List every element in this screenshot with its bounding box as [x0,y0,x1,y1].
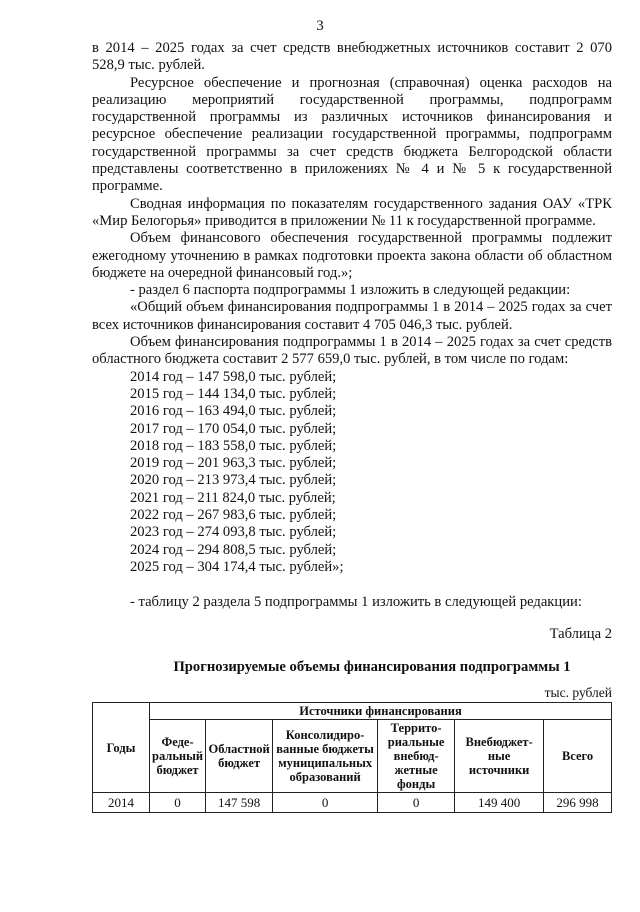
table-row [93,793,612,813]
page-number: 3 [316,18,324,34]
table-instruction: - таблицу 2 раздела 5 подпрограммы 1 изложить в следующей редакции: [130,594,582,611]
list-item: 2019 год – 201 963,3 тыс. рублей; [130,455,337,472]
list-item: 2014 год – 147 598,0 тыс. рублей; [130,368,337,385]
unit-label: тыс. рублей [544,685,612,701]
year-list [92,369,612,577]
list-item: 2025 год – 304 174,4 тыс. рублей»; [130,558,344,575]
header-municipal: Консолидиро-ванные бюджеты муниципальных образований [273,720,378,793]
table-caption: Таблица 2 [549,625,612,642]
table-cell: 149 400 [455,793,544,813]
header-years: Годы [93,703,150,793]
paragraph-2: Ресурсное обеспечение и прогнозная (справочная) оценка расходов на реализацию мероприятий государственной программы, подпрограмм государственной программы из различных источников финансирования и ресурсное обеспечение реализации государственной программы, подпрограмм государственной программы за счет средств бюджета Белгородской области представлены соответственно в приложениях № 4 и № 5 к государственной программе. [92,74,612,195]
list-item: 2022 год – 267 983,6 тыс. рублей; [130,507,337,524]
list-item: 2015 год – 144 134,0 тыс. рублей; [130,385,337,402]
table-title: Прогнозируемые объемы финансирования подпрограммы 1 [173,658,571,675]
document-body [92,40,612,813]
paragraph-6: «Общий объем финансирования подпрограммы 1 в 2014 – 2025 годах за счет всех источников финансирования составит 4 705 046,3 тыс. рублей. [92,299,612,333]
header-offbudget: Внебюджет-ные источники [455,720,544,793]
table-cell: 0 [378,793,455,813]
header-extrabudget-funds: Террито-риальные внебюд-жетные фонды [378,720,455,793]
list-item: 2018 год – 183 558,0 тыс. рублей; [130,437,337,454]
list-item: 2020 год – 213 973,4 тыс. рублей; [130,472,337,489]
list-item: 2016 год – 163 494,0 тыс. рублей; [130,403,337,420]
header-total: Всего [544,720,612,793]
paragraph-3: Сводная информация по показателям государственного задания ОАУ «ТРК «Мир Белогорья» приводится в приложении № 11 к государственной программе. [92,195,612,229]
header-federal: Феде-ральный бюджет [150,720,206,793]
table-cell: 0 [150,793,206,813]
list-item: 2021 год – 211 824,0 тыс. рублей; [130,489,336,506]
table-cell: 0 [273,793,378,813]
header-sources: Источники финансирования [150,703,612,720]
header-regional: Областной бюджет [206,720,273,793]
table-cell: 147 598 [206,793,273,813]
table-cell: 296 998 [544,793,612,813]
paragraph-5: - раздел 6 паспорта подпрограммы 1 изложить в следующей редакции: [130,282,571,299]
paragraph-7: Объем финансирования подпрограммы 1 в 2014 – 2025 годах за счет средств областного бюджета составит 2 577 659,0 тыс. рублей, в том числе по годам: [92,334,612,368]
paragraph-1: в 2014 – 2025 годах за счет средств внебюджетных источников составит 2 070 528,9 тыс. рублей. [92,40,612,74]
financing-table [92,702,612,813]
list-item: 2023 год – 274 093,8 тыс. рублей; [130,524,337,541]
list-item: 2024 год – 294 808,5 тыс. рублей; [130,541,337,558]
list-item: 2017 год – 170 054,0 тыс. рублей; [130,420,337,437]
table-cell: 2014 [93,793,150,813]
paragraph-4: Объем финансового обеспечения государственной программы подлежит ежегодному уточнению в рамках подготовки проекта закона области об областном бюджете на очередной финансовый год.»; [92,230,612,281]
